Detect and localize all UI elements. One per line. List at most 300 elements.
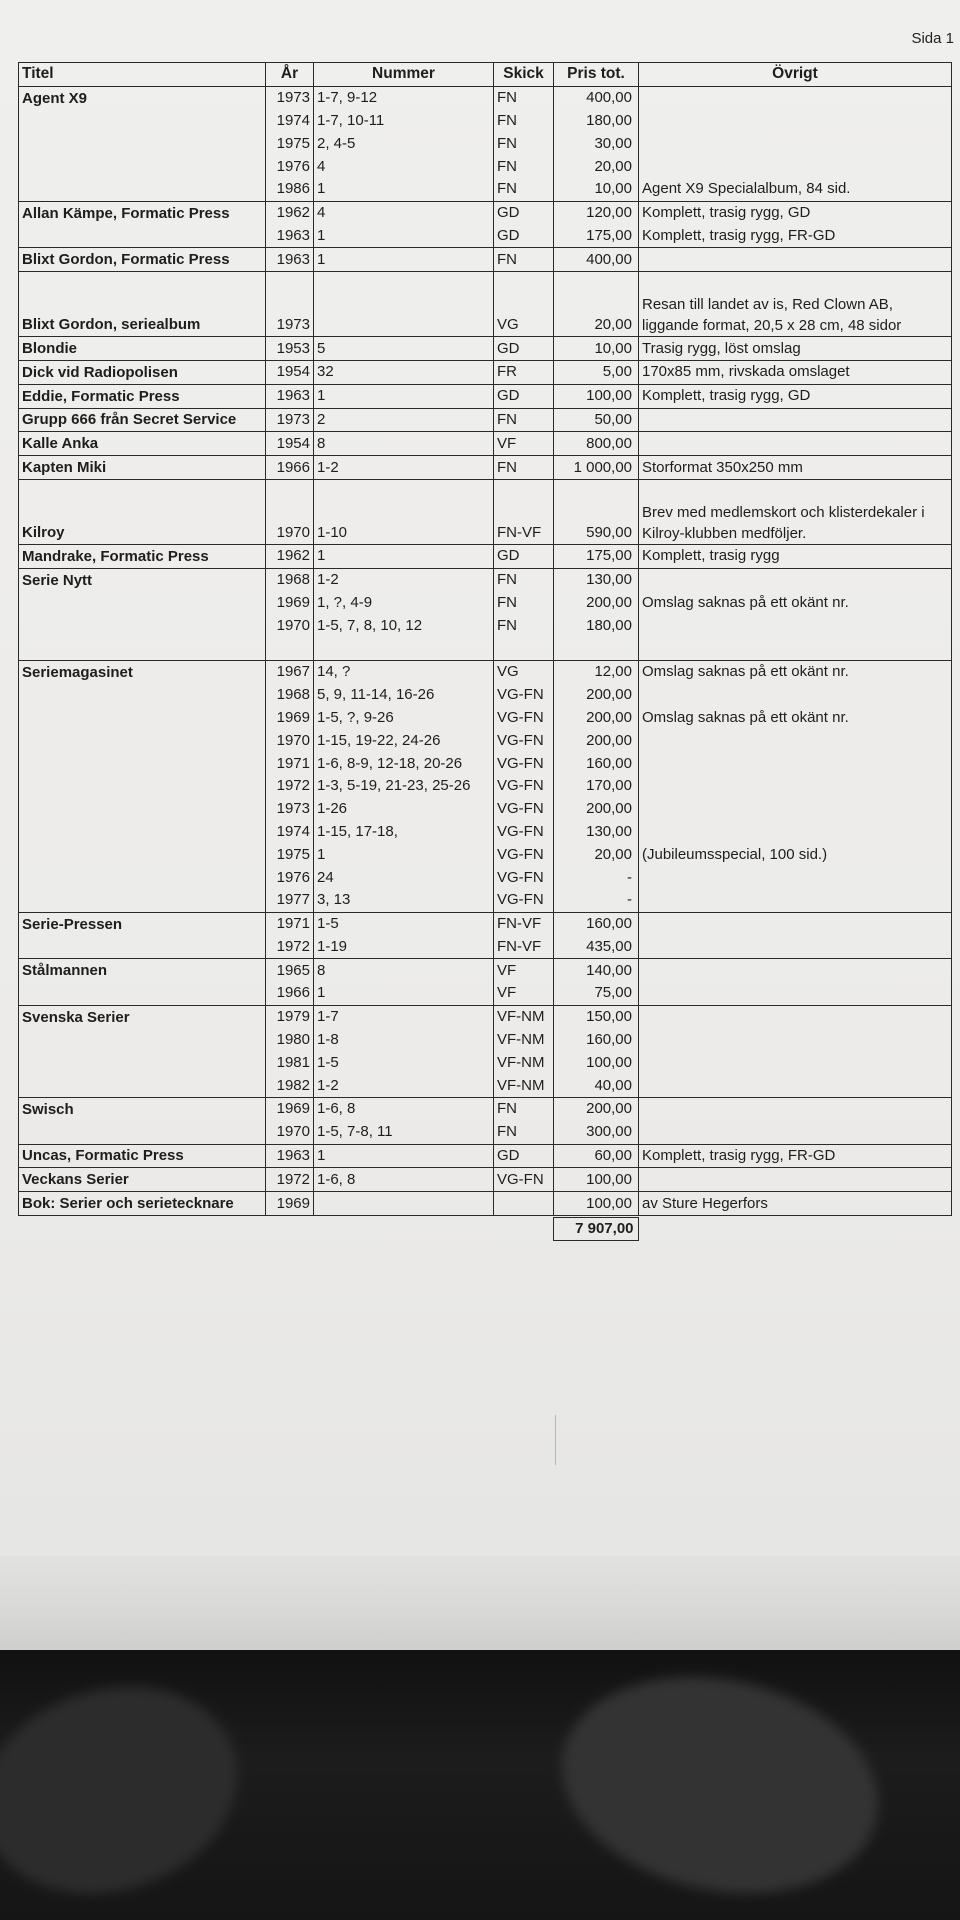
page-label: Sida 1 bbox=[911, 30, 954, 47]
row-condition: FN-VF bbox=[494, 936, 554, 959]
row-year: 1970 bbox=[266, 1121, 314, 1144]
row-condition: VG-FN bbox=[494, 775, 554, 798]
table-row bbox=[19, 384, 952, 408]
row-condition: VF-NM bbox=[494, 1005, 554, 1028]
row-other bbox=[639, 729, 952, 752]
row-year: 1969 bbox=[266, 1098, 314, 1121]
row-number: 14, ? bbox=[314, 660, 494, 683]
row-title bbox=[19, 843, 266, 866]
row-number: 1, ?, 4-9 bbox=[314, 592, 494, 615]
row-price: 100,00 bbox=[554, 1192, 639, 1216]
row-other bbox=[639, 1074, 952, 1097]
row-price: 170,00 bbox=[554, 775, 639, 798]
row-price: 400,00 bbox=[554, 248, 639, 272]
row-other bbox=[639, 408, 952, 432]
table-row bbox=[19, 178, 952, 201]
row-price: 5,00 bbox=[554, 360, 639, 384]
row-year: 1970 bbox=[266, 614, 314, 637]
table-row bbox=[19, 866, 952, 889]
row-other bbox=[639, 912, 952, 935]
row-condition: GD bbox=[494, 225, 554, 248]
row-price: 10,00 bbox=[554, 178, 639, 201]
row-other: Omslag saknas på ett okänt nr. bbox=[639, 592, 952, 615]
row-number: 1 bbox=[314, 843, 494, 866]
table-row bbox=[19, 821, 952, 844]
row-condition: FN bbox=[494, 614, 554, 637]
row-number: 3, 13 bbox=[314, 889, 494, 912]
total-sum: 7 907,00 bbox=[553, 1217, 639, 1241]
table-row bbox=[19, 1029, 952, 1052]
table-header-row bbox=[19, 63, 952, 87]
row-title bbox=[19, 592, 266, 615]
row-condition: VG-FN bbox=[494, 866, 554, 889]
row-title bbox=[19, 1029, 266, 1052]
row-price: 200,00 bbox=[554, 1098, 639, 1121]
row-year: 1975 bbox=[266, 132, 314, 155]
row-number: 1-2 bbox=[314, 568, 494, 591]
row-other bbox=[639, 614, 952, 637]
row-year: 1972 bbox=[266, 936, 314, 959]
row-title bbox=[19, 752, 266, 775]
table-row bbox=[19, 456, 952, 480]
row-title: Svenska Serier bbox=[19, 1005, 266, 1028]
row-number: 1-19 bbox=[314, 936, 494, 959]
row-price: 160,00 bbox=[554, 1029, 639, 1052]
row-number: 1 bbox=[314, 1144, 494, 1168]
row-other: Komplett, trasig rygg, FR-GD bbox=[639, 1144, 952, 1168]
row-year: 1963 bbox=[266, 225, 314, 248]
row-title bbox=[19, 1051, 266, 1074]
row-condition: VG bbox=[494, 272, 554, 337]
row-other: Omslag saknas på ett okänt nr. bbox=[639, 660, 952, 683]
row-price: 130,00 bbox=[554, 821, 639, 844]
row-condition: VF bbox=[494, 432, 554, 456]
row-price: 300,00 bbox=[554, 1121, 639, 1144]
table-spacer-row bbox=[19, 637, 952, 660]
row-year: 1973 bbox=[266, 86, 314, 109]
table-row bbox=[19, 110, 952, 133]
price-list-table bbox=[18, 62, 952, 1216]
row-price: 160,00 bbox=[554, 912, 639, 935]
table-body bbox=[19, 86, 952, 1215]
table-row bbox=[19, 889, 952, 912]
row-other: (Jubileumsspecial, 100 sid.) bbox=[639, 843, 952, 866]
table-row bbox=[19, 201, 952, 224]
row-price: 435,00 bbox=[554, 936, 639, 959]
table-row bbox=[19, 1121, 952, 1144]
row-condition: GD bbox=[494, 337, 554, 361]
row-other bbox=[639, 132, 952, 155]
row-price: 175,00 bbox=[554, 544, 639, 568]
row-number: 1-6, 8 bbox=[314, 1168, 494, 1192]
row-number: 1-5, ?, 9-26 bbox=[314, 707, 494, 730]
row-year: 1971 bbox=[266, 912, 314, 935]
row-other bbox=[639, 568, 952, 591]
row-title: Grupp 666 från Secret Service bbox=[19, 408, 266, 432]
row-title bbox=[19, 178, 266, 201]
row-price: 75,00 bbox=[554, 982, 639, 1005]
row-other: Komplett, trasig rygg, FR-GD bbox=[639, 225, 952, 248]
row-other bbox=[639, 110, 952, 133]
row-price: 100,00 bbox=[554, 384, 639, 408]
row-year: 1972 bbox=[266, 775, 314, 798]
row-year: 1963 bbox=[266, 248, 314, 272]
row-number: 24 bbox=[314, 866, 494, 889]
table-row bbox=[19, 1168, 952, 1192]
row-number: 1 bbox=[314, 982, 494, 1005]
row-condition: VG-FN bbox=[494, 1168, 554, 1192]
dark-floor-background bbox=[0, 1650, 960, 1920]
table-row bbox=[19, 1144, 952, 1168]
row-other: 170x85 mm, rivskada omslaget bbox=[639, 360, 952, 384]
row-year: 1977 bbox=[266, 889, 314, 912]
row-number: 32 bbox=[314, 360, 494, 384]
row-title: Uncas, Formatic Press bbox=[19, 1144, 266, 1168]
row-other bbox=[639, 1121, 952, 1144]
row-price: - bbox=[554, 889, 639, 912]
row-title bbox=[19, 1074, 266, 1097]
table-row bbox=[19, 408, 952, 432]
row-price: 200,00 bbox=[554, 592, 639, 615]
row-number: 1-5, 7-8, 11 bbox=[314, 1121, 494, 1144]
row-title: Bok: Serier och serietecknare bbox=[19, 1192, 266, 1216]
row-other bbox=[639, 1029, 952, 1052]
row-title bbox=[19, 775, 266, 798]
table-row bbox=[19, 1192, 952, 1216]
row-title: Seriemagasinet bbox=[19, 660, 266, 683]
row-number: 1-7 bbox=[314, 1005, 494, 1028]
table-row bbox=[19, 912, 952, 935]
table-row bbox=[19, 132, 952, 155]
table-row bbox=[19, 1074, 952, 1097]
table-row bbox=[19, 1098, 952, 1121]
row-condition: GD bbox=[494, 1144, 554, 1168]
row-condition: VG-FN bbox=[494, 843, 554, 866]
row-year: 1969 bbox=[266, 1192, 314, 1216]
row-other bbox=[639, 248, 952, 272]
row-price: 200,00 bbox=[554, 707, 639, 730]
row-title bbox=[19, 729, 266, 752]
row-number bbox=[314, 637, 494, 660]
row-number: 1-15, 17-18, bbox=[314, 821, 494, 844]
row-number: 1-7, 10-11 bbox=[314, 110, 494, 133]
row-price: 100,00 bbox=[554, 1051, 639, 1074]
row-year: 1971 bbox=[266, 752, 314, 775]
row-price: 180,00 bbox=[554, 110, 639, 133]
row-number bbox=[314, 272, 494, 337]
row-price: - bbox=[554, 866, 639, 889]
row-other bbox=[639, 637, 952, 660]
pencil-mark bbox=[555, 1415, 556, 1465]
row-price: 20,00 bbox=[554, 843, 639, 866]
table-row bbox=[19, 936, 952, 959]
row-number: 1-5 bbox=[314, 1051, 494, 1074]
header-condition: Skick bbox=[494, 63, 554, 87]
row-year: 1962 bbox=[266, 201, 314, 224]
row-number: 1-7, 9-12 bbox=[314, 86, 494, 109]
row-other: Brev med medlemskort och klisterdekaler i Kilroy-klubben medföljer. bbox=[639, 479, 952, 544]
table-row bbox=[19, 707, 952, 730]
row-other bbox=[639, 752, 952, 775]
row-price bbox=[554, 637, 639, 660]
row-year: 1980 bbox=[266, 1029, 314, 1052]
table-row bbox=[19, 752, 952, 775]
row-price: 120,00 bbox=[554, 201, 639, 224]
row-price: 12,00 bbox=[554, 660, 639, 683]
row-other bbox=[639, 821, 952, 844]
row-number: 1-2 bbox=[314, 456, 494, 480]
row-number: 8 bbox=[314, 959, 494, 982]
table-row bbox=[19, 729, 952, 752]
table-row bbox=[19, 843, 952, 866]
row-condition: FN-VF bbox=[494, 912, 554, 935]
row-title: Kilroy bbox=[19, 479, 266, 544]
table-row bbox=[19, 1005, 952, 1028]
row-condition: FN bbox=[494, 110, 554, 133]
row-title bbox=[19, 614, 266, 637]
row-condition: FN bbox=[494, 1098, 554, 1121]
row-price: 20,00 bbox=[554, 272, 639, 337]
paper-bottom-edge bbox=[0, 1556, 960, 1650]
row-other bbox=[639, 1098, 952, 1121]
header-title: Titel bbox=[19, 63, 266, 87]
row-condition: VF-NM bbox=[494, 1051, 554, 1074]
row-number: 4 bbox=[314, 155, 494, 178]
row-condition: FN bbox=[494, 248, 554, 272]
header-number: Nummer bbox=[314, 63, 494, 87]
row-other: Komplett, trasig rygg, GD bbox=[639, 201, 952, 224]
row-other bbox=[639, 775, 952, 798]
row-other bbox=[639, 684, 952, 707]
row-title: Blixt Gordon, Formatic Press bbox=[19, 248, 266, 272]
row-title bbox=[19, 684, 266, 707]
row-year bbox=[266, 637, 314, 660]
row-price: 400,00 bbox=[554, 86, 639, 109]
row-condition: VF bbox=[494, 982, 554, 1005]
row-condition: FN-VF bbox=[494, 479, 554, 544]
row-price: 130,00 bbox=[554, 568, 639, 591]
row-other bbox=[639, 798, 952, 821]
row-price: 30,00 bbox=[554, 132, 639, 155]
row-condition: FR bbox=[494, 360, 554, 384]
row-title: Mandrake, Formatic Press bbox=[19, 544, 266, 568]
row-price: 200,00 bbox=[554, 684, 639, 707]
row-condition: FN bbox=[494, 1121, 554, 1144]
row-year: 1963 bbox=[266, 1144, 314, 1168]
row-title: Swisch bbox=[19, 1098, 266, 1121]
table-row bbox=[19, 592, 952, 615]
row-title: Kalle Anka bbox=[19, 432, 266, 456]
row-year: 1968 bbox=[266, 568, 314, 591]
row-title: Blondie bbox=[19, 337, 266, 361]
row-condition: FN bbox=[494, 178, 554, 201]
row-condition: FN bbox=[494, 456, 554, 480]
row-other bbox=[639, 982, 952, 1005]
header-price: Pris tot. bbox=[554, 63, 639, 87]
row-other: Agent X9 Specialalbum, 84 sid. bbox=[639, 178, 952, 201]
row-condition: VG-FN bbox=[494, 752, 554, 775]
table-row bbox=[19, 360, 952, 384]
row-title bbox=[19, 132, 266, 155]
row-price: 800,00 bbox=[554, 432, 639, 456]
row-condition: VG-FN bbox=[494, 798, 554, 821]
row-other bbox=[639, 936, 952, 959]
row-year: 1973 bbox=[266, 272, 314, 337]
row-title: Blixt Gordon, seriealbum bbox=[19, 272, 266, 337]
row-other: Trasig rygg, löst omslag bbox=[639, 337, 952, 361]
row-number: 4 bbox=[314, 201, 494, 224]
row-title: Eddie, Formatic Press bbox=[19, 384, 266, 408]
row-condition: FN bbox=[494, 568, 554, 591]
row-number: 1 bbox=[314, 384, 494, 408]
row-number: 1-26 bbox=[314, 798, 494, 821]
row-title bbox=[19, 1121, 266, 1144]
row-year: 1970 bbox=[266, 729, 314, 752]
row-number: 1-3, 5-19, 21-23, 25-26 bbox=[314, 775, 494, 798]
row-price: 175,00 bbox=[554, 225, 639, 248]
row-title bbox=[19, 637, 266, 660]
row-year: 1981 bbox=[266, 1051, 314, 1074]
row-number: 8 bbox=[314, 432, 494, 456]
row-condition: VG-FN bbox=[494, 684, 554, 707]
header-other: Övrigt bbox=[639, 63, 952, 87]
row-year: 1966 bbox=[266, 456, 314, 480]
row-year: 1973 bbox=[266, 408, 314, 432]
row-title: Allan Kämpe, Formatic Press bbox=[19, 201, 266, 224]
row-year: 1963 bbox=[266, 384, 314, 408]
row-year: 1974 bbox=[266, 110, 314, 133]
table-row bbox=[19, 959, 952, 982]
row-year: 1968 bbox=[266, 684, 314, 707]
row-price: 200,00 bbox=[554, 729, 639, 752]
row-condition: VG-FN bbox=[494, 889, 554, 912]
row-year: 1982 bbox=[266, 1074, 314, 1097]
row-number: 1-15, 19-22, 24-26 bbox=[314, 729, 494, 752]
row-price: 10,00 bbox=[554, 337, 639, 361]
row-year: 1967 bbox=[266, 660, 314, 683]
row-year: 1966 bbox=[266, 982, 314, 1005]
row-year: 1965 bbox=[266, 959, 314, 982]
table-row bbox=[19, 544, 952, 568]
row-year: 1969 bbox=[266, 592, 314, 615]
row-price: 40,00 bbox=[554, 1074, 639, 1097]
row-price: 150,00 bbox=[554, 1005, 639, 1028]
row-number: 1-6, 8-9, 12-18, 20-26 bbox=[314, 752, 494, 775]
row-number: 1-10 bbox=[314, 479, 494, 544]
row-title: Dick vid Radiopolisen bbox=[19, 360, 266, 384]
row-condition bbox=[494, 1192, 554, 1216]
row-condition: FN bbox=[494, 592, 554, 615]
row-year: 1979 bbox=[266, 1005, 314, 1028]
row-title: Agent X9 bbox=[19, 86, 266, 109]
row-other bbox=[639, 889, 952, 912]
row-price: 100,00 bbox=[554, 1168, 639, 1192]
table-row bbox=[19, 432, 952, 456]
row-price: 50,00 bbox=[554, 408, 639, 432]
row-other bbox=[639, 1051, 952, 1074]
row-condition: FN bbox=[494, 155, 554, 178]
table-row bbox=[19, 660, 952, 683]
row-other bbox=[639, 1005, 952, 1028]
row-year: 1954 bbox=[266, 432, 314, 456]
table-row bbox=[19, 155, 952, 178]
row-number: 1 bbox=[314, 544, 494, 568]
row-other bbox=[639, 866, 952, 889]
row-condition: FN bbox=[494, 408, 554, 432]
row-title bbox=[19, 707, 266, 730]
row-price: 60,00 bbox=[554, 1144, 639, 1168]
table-row bbox=[19, 684, 952, 707]
row-year: 1970 bbox=[266, 479, 314, 544]
row-price: 20,00 bbox=[554, 155, 639, 178]
row-other: Komplett, trasig rygg, GD bbox=[639, 384, 952, 408]
row-condition: VF bbox=[494, 959, 554, 982]
row-year: 1976 bbox=[266, 155, 314, 178]
row-number: 2, 4-5 bbox=[314, 132, 494, 155]
row-condition: FN bbox=[494, 132, 554, 155]
row-year: 1986 bbox=[266, 178, 314, 201]
row-year: 1962 bbox=[266, 544, 314, 568]
row-title: Stålmannen bbox=[19, 959, 266, 982]
row-number: 1-8 bbox=[314, 1029, 494, 1052]
row-title bbox=[19, 155, 266, 178]
row-title: Serie-Pressen bbox=[19, 912, 266, 935]
row-condition: VF-NM bbox=[494, 1029, 554, 1052]
floor-shadow-left bbox=[0, 1655, 265, 1920]
row-year: 1953 bbox=[266, 337, 314, 361]
row-price: 200,00 bbox=[554, 798, 639, 821]
row-year: 1974 bbox=[266, 821, 314, 844]
row-other bbox=[639, 155, 952, 178]
row-number: 2 bbox=[314, 408, 494, 432]
table-row bbox=[19, 479, 952, 544]
row-number: 1-2 bbox=[314, 1074, 494, 1097]
row-condition bbox=[494, 637, 554, 660]
row-number: 5 bbox=[314, 337, 494, 361]
table-row bbox=[19, 248, 952, 272]
row-number: 1-6, 8 bbox=[314, 1098, 494, 1121]
row-title: Kapten Miki bbox=[19, 456, 266, 480]
table-row bbox=[19, 798, 952, 821]
row-other: Omslag saknas på ett okänt nr. bbox=[639, 707, 952, 730]
row-other bbox=[639, 959, 952, 982]
row-year: 1976 bbox=[266, 866, 314, 889]
row-title bbox=[19, 866, 266, 889]
row-number bbox=[314, 1192, 494, 1216]
row-year: 1954 bbox=[266, 360, 314, 384]
row-number: 1 bbox=[314, 225, 494, 248]
row-price: 160,00 bbox=[554, 752, 639, 775]
row-year: 1972 bbox=[266, 1168, 314, 1192]
row-condition: FN bbox=[494, 86, 554, 109]
table-row bbox=[19, 614, 952, 637]
row-title bbox=[19, 889, 266, 912]
row-title bbox=[19, 936, 266, 959]
row-price: 180,00 bbox=[554, 614, 639, 637]
table-row bbox=[19, 775, 952, 798]
row-other bbox=[639, 86, 952, 109]
row-condition: GD bbox=[494, 384, 554, 408]
row-number: 1-5, 7, 8, 10, 12 bbox=[314, 614, 494, 637]
table-row bbox=[19, 86, 952, 109]
row-other bbox=[639, 1168, 952, 1192]
table-row bbox=[19, 1051, 952, 1074]
row-other: av Sture Hegerfors bbox=[639, 1192, 952, 1216]
row-condition: VG-FN bbox=[494, 729, 554, 752]
row-other: Komplett, trasig rygg bbox=[639, 544, 952, 568]
row-number: 1-5 bbox=[314, 912, 494, 935]
row-price: 1 000,00 bbox=[554, 456, 639, 480]
